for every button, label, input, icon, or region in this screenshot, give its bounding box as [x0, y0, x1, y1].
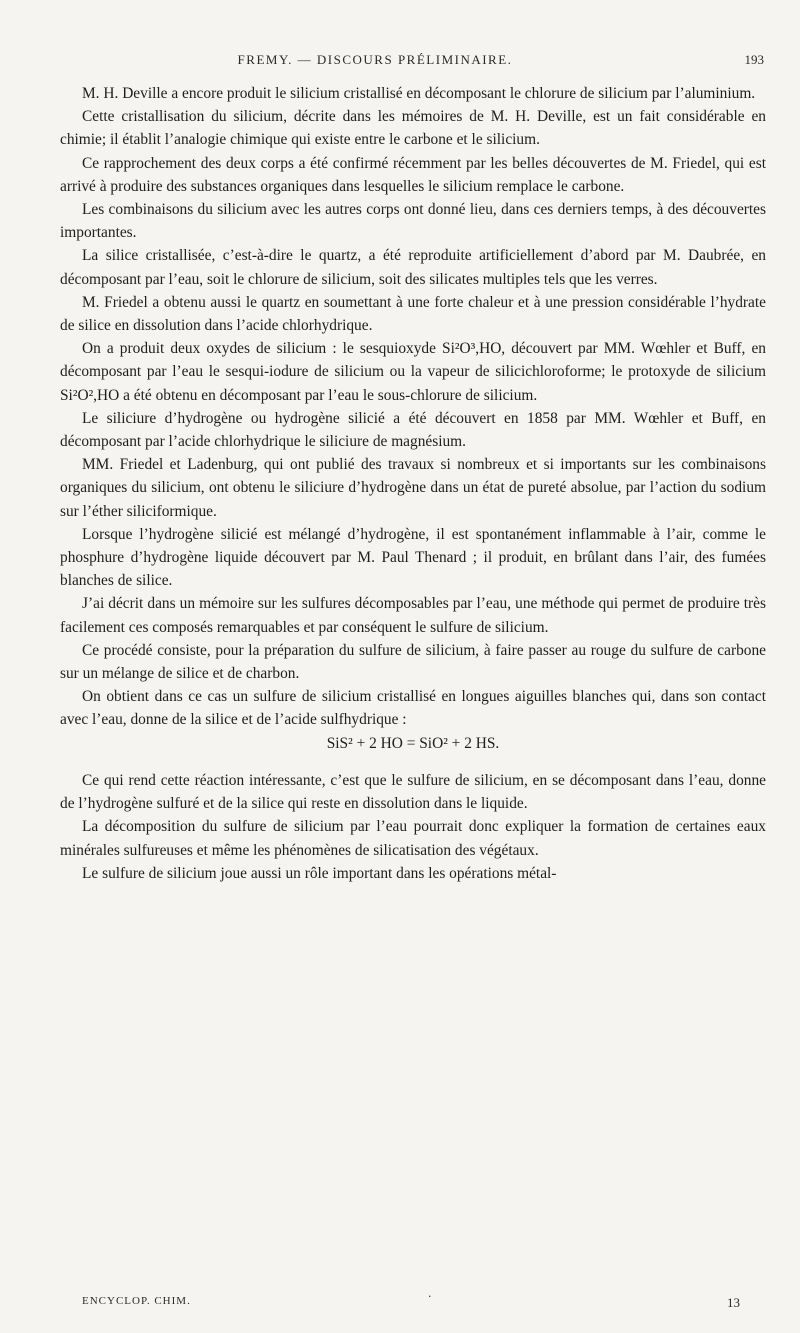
paragraph: Cette cristallisation du silicium, décrite dans les mémoires de M. H. Deville, est un fait considérable en chimie; il établit l’analogie chimique qui existe entre le carbone et le silicium. — [60, 108, 766, 149]
chemical-equation: SiS² + 2 HO = SiO² + 2 HS. — [326, 734, 500, 752]
paragraph: M. H. Deville a encore produit le silicium cristallisé en décomposant le chlorure de silicium par l’aluminium. — [82, 85, 756, 102]
paragraph: La silice cristallisée, c’est-à-dire le quartz, a été reproduite artificiellement d’abord par M. Daubrée, en décomposant par l’eau, soit le chlorure de silicium, soit des silicates multiples tels que les verres. — [60, 247, 766, 288]
signature-mark-left: ENCYCLOP. CHIM. — [82, 1295, 191, 1307]
paragraph: On obtient dans ce cas un sulfure de silicium cristallisé en longues aiguilles blanches qui, dans son contact avec l’eau, donne de la silice et de l’acide sulfhydrique : — [60, 688, 766, 729]
body-text — [60, 82, 766, 885]
paragraph: Le sulfure de silicium joue aussi un rôle important dans les opérations métal- — [82, 864, 557, 882]
paragraph: La décomposition du sulfure de silicium par l’eau pourrait donc expliquer la formation de certaines eaux minérales sulfureuses et même les phénomènes de silicatisation des végétaux. — [60, 818, 766, 859]
page-number: 193 — [744, 52, 764, 67]
signature-number: 13 — [727, 1295, 740, 1310]
paragraph: Le siliciure d’hydrogène ou hydrogène silicié a été découvert en 1858 par MM. Wœhler et Buff, en décomposant par l’acide chlorhydrique le siliciure de magnésium. — [60, 409, 766, 451]
running-head: FREMY. — DISCOURS PRÉLIMINAIRE. — [237, 52, 513, 67]
paragraph: Les combinaisons du silicium avec les autres corps ont donné lieu, dans ces derniers temps, à des découvertes importantes. — [60, 201, 766, 242]
paragraph: On a produit deux oxydes de silicium : le sesquioxyde Si²O³,HO, découvert par MM. Wœhler et Buff, en décomposant par l’eau le sesqui-iodure de silicium ou la vapeur de silicichloroforme; le protoxyde de silicium Si²O²,HO a été obtenu en décomposant par l’eau le sous-chlorure de silicium. — [60, 340, 766, 404]
paragraph: Lorsque l’hydrogène silicié est mélangé d’hydrogène, il est spontanément inflammable à l’air, comme le phosphure d’hydrogène liquide découvert par M. Paul Thenard ; il produit, en brûlant dans l’air, des fumées blanches de silice. — [60, 525, 766, 590]
paragraph: M. Friedel a obtenu aussi le quartz en soumettant à une forte chaleur et à une pression considérable l’hydrate de silice en dissolution dans l’acide chlorhydrique. — [60, 293, 766, 335]
paragraph: Ce procédé consiste, pour la préparation du sulfure de silicium, à faire passer au rouge du sulfure de carbone sur un mélange de silice et de charbon. — [60, 641, 766, 683]
signature-mark-dot: · — [428, 1290, 432, 1303]
paragraph: J’ai décrit dans un mémoire sur les sulfures décomposables par l’eau, une méthode qui permet de produire très facilement ces composés remarquables et par conséquent le sulfure de silicium. — [60, 595, 766, 636]
paragraph: Ce rapprochement des deux corps a été confirmé récemment par les belles découvertes de M. Friedel, qui est arrivé à produire des substances organiques dans lesquelles le silicium remplace le carbone. — [60, 154, 766, 195]
paragraph: Ce qui rend cette réaction intéressante, c’est que le sulfure de silicium, en se décomposant dans l’eau, donne de l’hydrogène sulfuré et de la silice qui reste en dissolution dans le liquide. — [60, 771, 766, 813]
paragraph: MM. Friedel et Ladenburg, qui ont publié des travaux si nombreux et si importants sur les combinaisons organiques du silicium, ont obtenu le siliciure d’hydrogène dans un état de pureté absolue, par l’action du sodium sur l’éther siliciformique. — [60, 456, 766, 520]
